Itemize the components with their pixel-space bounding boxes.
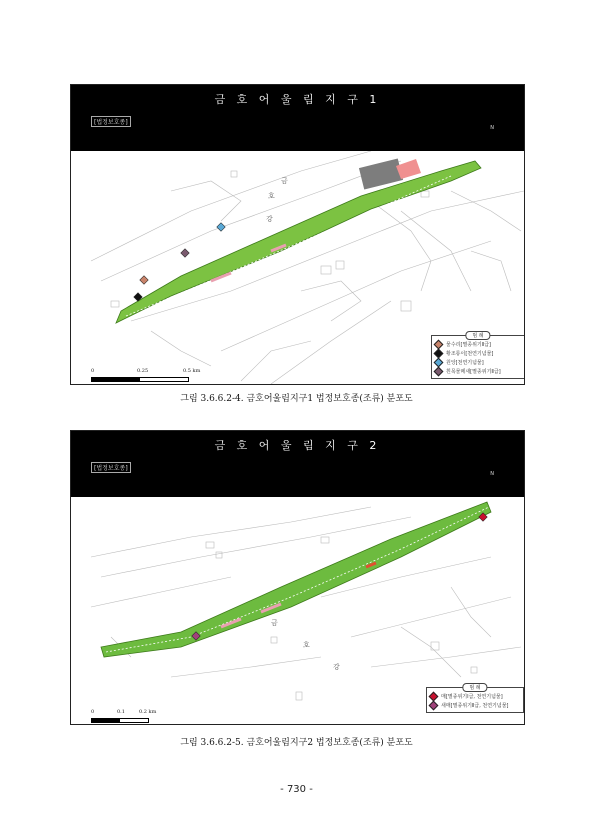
map-title: 금 호 어 울 림 지 구 1 — [214, 93, 381, 106]
figure-caption: 그림 3.6.6.2-4. 금호어울림지구1 법정보호종(조류) 분포도 — [180, 394, 413, 404]
diamond-icon — [434, 367, 444, 377]
scale-bar — [91, 368, 211, 382]
scale-tick-label: 0.5 km — [183, 368, 201, 374]
legend-label: 새매[멸종위기Ⅱ급, 천연기념물] — [441, 703, 509, 709]
legend-heading: 범 례 — [462, 683, 487, 692]
legend-heading: 범 례 — [465, 331, 490, 340]
scale-tick-label: 0.2 km — [139, 709, 157, 715]
species-marker-plover — [181, 249, 189, 257]
river-label-char: 호 — [303, 641, 310, 649]
scale-tick-label: 0.1 — [117, 709, 125, 715]
legend-item — [435, 367, 521, 376]
corridor-area — [116, 161, 481, 323]
legend-box — [431, 335, 525, 379]
scale-tick-label: 0 — [91, 368, 95, 374]
river-label-char: 호 — [268, 192, 275, 200]
river-label-char: 강 — [333, 663, 340, 671]
scale-tick-label: 0.25 — [137, 368, 149, 374]
legend-label: 매[멸종위기Ⅰ급, 천연기념물] — [441, 694, 503, 700]
legend-item — [435, 349, 521, 358]
legend-item — [430, 701, 520, 710]
species-marker-osprey — [140, 276, 148, 284]
scale-segment — [119, 718, 149, 723]
legend-item — [430, 692, 520, 701]
legend-label: 황조롱이[천연기념물] — [446, 351, 494, 357]
corridor-area — [101, 502, 491, 657]
diamond-icon — [429, 701, 439, 711]
scale-bar — [91, 709, 171, 723]
legend-box — [426, 687, 524, 713]
scale-segment — [91, 377, 141, 382]
map-header — [71, 431, 524, 497]
map-title: 금 호 어 울 림 지 구 2 — [214, 439, 381, 452]
map-header — [71, 85, 524, 151]
species-marker-mandarin-duck — [217, 223, 225, 231]
map-subtitle: [법정보호종] — [91, 116, 131, 127]
map-figure-1 — [70, 84, 525, 385]
map-figure-2 — [70, 430, 525, 725]
river-label-char: 금 — [281, 177, 288, 185]
legend-item — [435, 358, 521, 367]
figure-caption: 그림 3.6.6.2-5. 금호어울림지구2 법정보호종(조류) 분포도 — [180, 738, 413, 748]
scale-tick-label: 0 — [91, 709, 95, 715]
legend-label: 원앙[천연기념물] — [446, 360, 484, 366]
legend-label: 물수리[멸종위기Ⅱ급] — [446, 342, 492, 348]
river-label-char: 금 — [271, 619, 278, 627]
scale-segment — [91, 718, 121, 723]
north-mark: N — [490, 125, 494, 131]
legend-item — [435, 340, 521, 349]
background-linework — [91, 507, 521, 700]
river-label-char: 강 — [266, 215, 273, 223]
map-subtitle: [법정보호종] — [91, 462, 131, 473]
north-mark: N — [490, 471, 494, 477]
legend-label: 흰목물떼새[멸종위기Ⅱ급] — [446, 369, 501, 375]
page-number: - 730 - — [280, 784, 313, 795]
scale-segment — [139, 377, 189, 382]
